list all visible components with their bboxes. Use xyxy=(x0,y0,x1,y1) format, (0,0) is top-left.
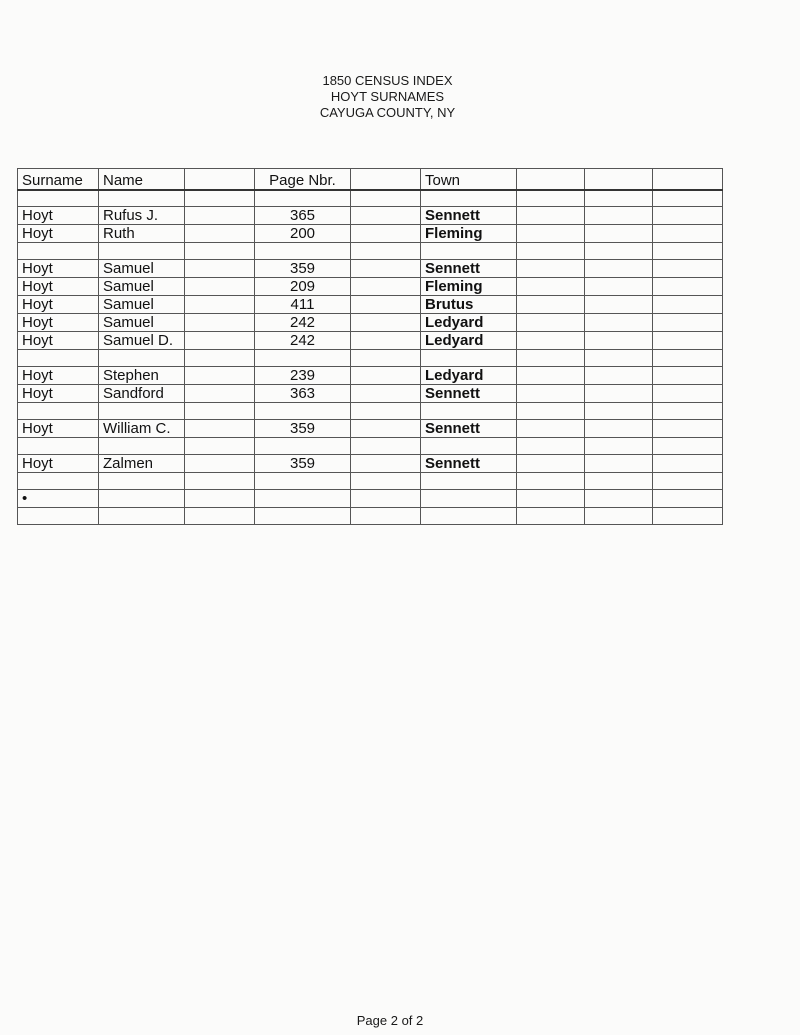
cell-blank xyxy=(185,332,255,350)
cell-surname xyxy=(18,508,99,525)
cell-page-nbr: 242 xyxy=(255,332,351,350)
cell-blank xyxy=(185,367,255,385)
cell-blank xyxy=(585,455,653,473)
cell-page-nbr xyxy=(255,243,351,260)
cell-blank xyxy=(517,260,585,278)
cell-name: Stephen xyxy=(99,367,185,385)
header-title: 1850 CENSUS INDEX xyxy=(322,73,453,88)
column-header-blank xyxy=(653,169,723,191)
cell-blank xyxy=(653,278,723,296)
cell-blank xyxy=(653,243,723,260)
cell-name xyxy=(99,403,185,420)
cell-blank xyxy=(185,403,255,420)
cell-blank xyxy=(517,438,585,455)
cell-town: Sennett xyxy=(421,420,517,438)
page-number: Page 2 of 2 xyxy=(356,1013,424,1028)
cell-surname xyxy=(18,243,99,260)
cell-blank xyxy=(653,314,723,332)
cell-blank xyxy=(351,332,421,350)
cell-blank xyxy=(585,296,653,314)
cell-surname xyxy=(18,190,99,207)
cell-blank xyxy=(517,314,585,332)
table-row xyxy=(18,490,723,508)
table-row-empty xyxy=(18,473,723,490)
table-row xyxy=(18,296,723,314)
cell-blank xyxy=(653,385,723,403)
table-row-empty xyxy=(18,438,723,455)
cell-name: Sandford xyxy=(99,385,185,403)
cell-blank xyxy=(517,367,585,385)
cell-blank xyxy=(185,278,255,296)
cell-page-nbr xyxy=(255,350,351,367)
cell-blank xyxy=(653,367,723,385)
cell-surname: • xyxy=(18,490,99,508)
cell-name: Samuel xyxy=(99,278,185,296)
table-row-empty xyxy=(18,403,723,420)
cell-surname: Hoyt xyxy=(18,296,99,314)
cell-blank xyxy=(517,385,585,403)
table-row-empty xyxy=(18,243,723,260)
cell-blank xyxy=(517,190,585,207)
cell-surname: Hoyt xyxy=(18,314,99,332)
cell-surname xyxy=(18,403,99,420)
document-header xyxy=(0,73,775,121)
cell-blank xyxy=(517,455,585,473)
cell-page-nbr xyxy=(255,473,351,490)
cell-blank xyxy=(517,473,585,490)
cell-blank xyxy=(185,385,255,403)
cell-blank xyxy=(351,243,421,260)
cell-blank xyxy=(351,314,421,332)
cell-town: Sennett xyxy=(421,385,517,403)
cell-blank xyxy=(653,455,723,473)
cell-name: Samuel xyxy=(99,314,185,332)
cell-page-nbr xyxy=(255,403,351,420)
cell-surname: Hoyt xyxy=(18,455,99,473)
cell-blank xyxy=(517,296,585,314)
cell-blank xyxy=(185,296,255,314)
cell-surname xyxy=(18,350,99,367)
cell-blank xyxy=(185,508,255,525)
cell-surname xyxy=(18,473,99,490)
cell-blank xyxy=(351,438,421,455)
cell-blank xyxy=(517,350,585,367)
table-row xyxy=(18,385,723,403)
cell-blank xyxy=(653,225,723,243)
table-row-empty xyxy=(18,190,723,207)
cell-blank xyxy=(351,296,421,314)
cell-town xyxy=(421,190,517,207)
cell-blank xyxy=(585,350,653,367)
cell-blank xyxy=(351,350,421,367)
cell-blank xyxy=(653,420,723,438)
cell-blank xyxy=(585,473,653,490)
cell-blank xyxy=(351,420,421,438)
cell-blank xyxy=(585,438,653,455)
cell-blank xyxy=(653,190,723,207)
cell-blank xyxy=(185,207,255,225)
cell-town: Sennett xyxy=(421,260,517,278)
cell-blank xyxy=(653,438,723,455)
cell-surname: Hoyt xyxy=(18,207,99,225)
cell-name xyxy=(99,190,185,207)
cell-blank xyxy=(351,508,421,525)
cell-town xyxy=(421,508,517,525)
table-row-empty xyxy=(18,350,723,367)
cell-town xyxy=(421,350,517,367)
cell-name: Rufus J. xyxy=(99,207,185,225)
cell-town xyxy=(421,403,517,420)
cell-town: Ledyard xyxy=(421,332,517,350)
cell-name xyxy=(99,438,185,455)
cell-surname: Hoyt xyxy=(18,367,99,385)
column-header-name: Name xyxy=(99,169,185,191)
cell-blank xyxy=(585,243,653,260)
cell-surname: Hoyt xyxy=(18,225,99,243)
cell-blank xyxy=(585,385,653,403)
table-header-row xyxy=(18,169,723,191)
cell-blank xyxy=(351,225,421,243)
cell-page-nbr: 359 xyxy=(255,260,351,278)
cell-blank xyxy=(517,490,585,508)
cell-blank xyxy=(653,473,723,490)
cell-page-nbr: 239 xyxy=(255,367,351,385)
cell-blank xyxy=(351,490,421,508)
cell-blank xyxy=(185,455,255,473)
cell-blank xyxy=(585,420,653,438)
cell-blank xyxy=(185,473,255,490)
cell-blank xyxy=(351,367,421,385)
cell-blank xyxy=(653,207,723,225)
cell-town: Ledyard xyxy=(421,314,517,332)
table-row xyxy=(18,332,723,350)
cell-town: Fleming xyxy=(421,225,517,243)
table-row xyxy=(18,420,723,438)
cell-blank xyxy=(653,296,723,314)
table-row xyxy=(18,225,723,243)
cell-name: Zalmen xyxy=(99,455,185,473)
table-row xyxy=(18,278,723,296)
cell-blank xyxy=(585,367,653,385)
cell-surname: Hoyt xyxy=(18,420,99,438)
cell-blank xyxy=(517,278,585,296)
column-header-blank xyxy=(351,169,421,191)
cell-surname: Hoyt xyxy=(18,260,99,278)
cell-blank xyxy=(185,420,255,438)
cell-surname: Hoyt xyxy=(18,385,99,403)
cell-blank xyxy=(585,190,653,207)
cell-blank xyxy=(185,225,255,243)
cell-blank xyxy=(585,260,653,278)
column-header-page-nbr: Page Nbr. xyxy=(255,169,351,191)
cell-blank xyxy=(185,350,255,367)
table-row xyxy=(18,455,723,473)
cell-page-nbr: 359 xyxy=(255,455,351,473)
cell-town xyxy=(421,473,517,490)
cell-town: Sennett xyxy=(421,455,517,473)
cell-town: Sennett xyxy=(421,207,517,225)
cell-page-nbr xyxy=(255,190,351,207)
census-index-table xyxy=(17,168,723,525)
column-header-surname: Surname xyxy=(18,169,99,191)
cell-page-nbr: 363 xyxy=(255,385,351,403)
cell-blank xyxy=(351,473,421,490)
cell-blank xyxy=(517,332,585,350)
cell-blank xyxy=(185,314,255,332)
cell-surname xyxy=(18,438,99,455)
cell-page-nbr: 359 xyxy=(255,420,351,438)
table-row xyxy=(18,207,723,225)
cell-name: William C. xyxy=(99,420,185,438)
cell-page-nbr xyxy=(255,490,351,508)
table-row-empty xyxy=(18,508,723,525)
cell-town xyxy=(421,243,517,260)
cell-page-nbr: 411 xyxy=(255,296,351,314)
table-row xyxy=(18,314,723,332)
cell-blank xyxy=(351,385,421,403)
cell-blank xyxy=(351,455,421,473)
cell-blank xyxy=(517,403,585,420)
cell-blank xyxy=(185,438,255,455)
table-body xyxy=(18,169,723,525)
cell-blank xyxy=(653,332,723,350)
cell-name xyxy=(99,350,185,367)
cell-town xyxy=(421,438,517,455)
cell-blank xyxy=(351,260,421,278)
cell-blank xyxy=(585,508,653,525)
cell-blank xyxy=(585,332,653,350)
cell-town xyxy=(421,490,517,508)
cell-name: Samuel xyxy=(99,260,185,278)
cell-blank xyxy=(185,260,255,278)
cell-blank xyxy=(653,508,723,525)
cell-blank xyxy=(585,225,653,243)
cell-name xyxy=(99,490,185,508)
cell-page-nbr: 365 xyxy=(255,207,351,225)
cell-blank xyxy=(585,490,653,508)
cell-name: Samuel xyxy=(99,296,185,314)
cell-town: Brutus xyxy=(421,296,517,314)
column-header-blank xyxy=(517,169,585,191)
cell-name: Ruth xyxy=(99,225,185,243)
cell-name xyxy=(99,243,185,260)
cell-name xyxy=(99,508,185,525)
cell-blank xyxy=(653,350,723,367)
cell-blank xyxy=(517,420,585,438)
cell-blank xyxy=(351,207,421,225)
table-row xyxy=(18,367,723,385)
cell-blank xyxy=(185,490,255,508)
cell-name xyxy=(99,473,185,490)
cell-blank xyxy=(351,403,421,420)
cell-blank xyxy=(653,403,723,420)
cell-blank xyxy=(585,207,653,225)
cell-blank xyxy=(351,278,421,296)
cell-blank xyxy=(517,508,585,525)
cell-blank xyxy=(185,243,255,260)
header-subtitle: HOYT SURNAMES xyxy=(330,89,445,104)
cell-blank xyxy=(517,207,585,225)
header-location: CAYUGA COUNTY, NY xyxy=(319,105,456,120)
column-header-town: Town xyxy=(421,169,517,191)
cell-blank xyxy=(653,260,723,278)
cell-surname: Hoyt xyxy=(18,278,99,296)
cell-town: Ledyard xyxy=(421,367,517,385)
column-header-blank xyxy=(185,169,255,191)
cell-page-nbr: 209 xyxy=(255,278,351,296)
cell-town: Fleming xyxy=(421,278,517,296)
cell-blank xyxy=(585,278,653,296)
cell-blank xyxy=(585,314,653,332)
cell-name: Samuel D. xyxy=(99,332,185,350)
cell-surname: Hoyt xyxy=(18,332,99,350)
column-header-blank xyxy=(585,169,653,191)
cell-blank xyxy=(585,403,653,420)
cell-blank xyxy=(517,243,585,260)
cell-page-nbr xyxy=(255,438,351,455)
table-row xyxy=(18,260,723,278)
cell-blank xyxy=(517,225,585,243)
cell-blank xyxy=(351,190,421,207)
cell-blank xyxy=(185,190,255,207)
cell-page-nbr: 242 xyxy=(255,314,351,332)
cell-blank xyxy=(653,490,723,508)
cell-page-nbr xyxy=(255,508,351,525)
cell-page-nbr: 200 xyxy=(255,225,351,243)
